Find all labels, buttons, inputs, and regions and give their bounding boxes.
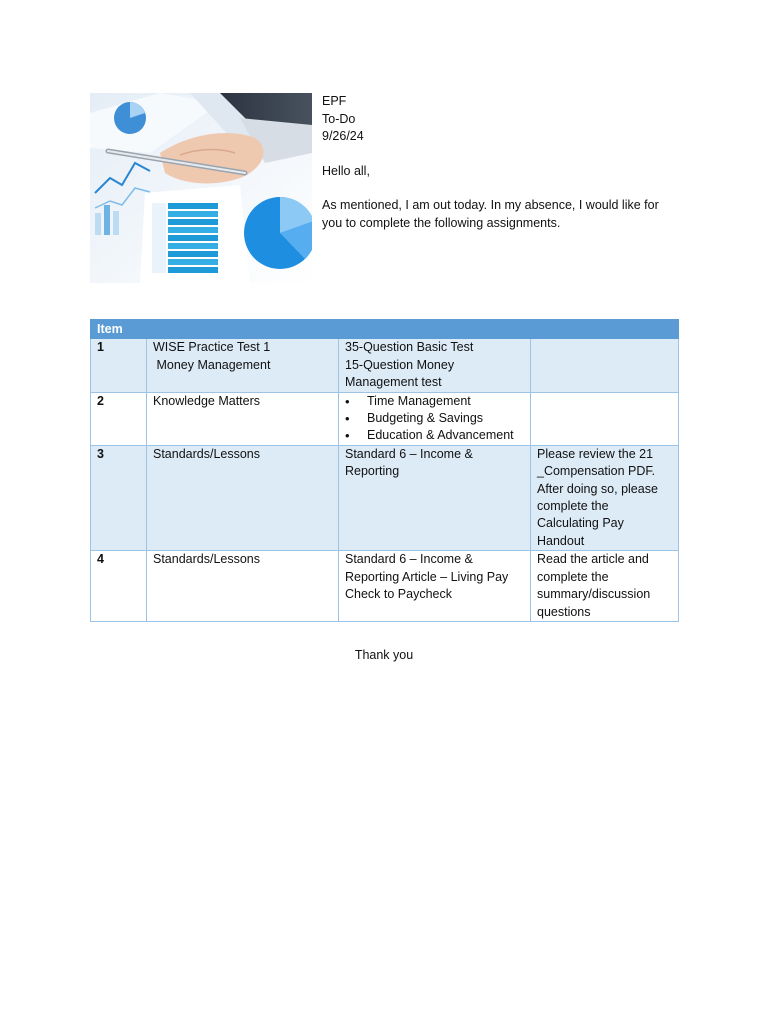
business-finance-photo-graphic — [90, 93, 312, 283]
row-number: 3 — [91, 445, 147, 550]
task-cell: Standards/Lessons — [147, 551, 339, 622]
task-cell: WISE Practice Test 1 Money Management — [147, 339, 339, 392]
intro-line-1: As mentioned, I am out today. In my absence, I would like for — [322, 198, 659, 212]
table-header-item: Item — [91, 320, 679, 339]
table-row — [91, 392, 679, 445]
detail-cell: 35-Question Basic Test 15-Question Money Management test — [339, 339, 531, 392]
bullet-icon: • — [345, 411, 350, 427]
table-row — [91, 339, 679, 392]
table-row — [91, 551, 679, 622]
row-number: 4 — [91, 551, 147, 622]
bullet-icon: • — [345, 428, 350, 444]
document-type: To-Do — [322, 111, 356, 126]
bullet-item: • Education & Advancement — [345, 428, 514, 444]
closing-text: Thank you — [354, 648, 414, 662]
memo-date: 9/26/24 — [322, 129, 364, 143]
row-number: 2 — [91, 392, 147, 445]
row-number: 1 — [91, 339, 147, 392]
task-cell: Knowledge Matters — [147, 392, 339, 445]
bullet-list — [345, 393, 524, 445]
bullet-icon: • — [345, 393, 350, 409]
memo-header — [322, 93, 672, 232]
intro-line-2: you to complete the following assignments. — [322, 215, 561, 230]
table-row — [91, 445, 679, 550]
task-cell: Standards/Lessons — [147, 445, 339, 550]
assignment-table — [90, 319, 679, 622]
notes-cell: Read the article and complete the summary/discussion questions — [531, 551, 679, 622]
notes-cell — [531, 339, 679, 392]
table-header-row — [91, 320, 679, 339]
org-name: EPF — [322, 94, 347, 108]
bullet-item: • Time Management — [345, 393, 471, 409]
bullet-item: • Budgeting & Savings — [345, 411, 484, 427]
notes-cell — [531, 392, 679, 445]
greeting: Hello all, — [322, 163, 370, 178]
detail-cell: Standard 6 – Income & Reporting Article – Living Pay Check to Paycheck — [339, 551, 531, 622]
detail-cell: Standard 6 – Income & Reporting — [339, 445, 531, 550]
notes-cell: Please review the 21 _Compensation PDF. After doing so, please complete the Calculating Pay Handout — [531, 445, 679, 550]
finance-photo — [90, 93, 312, 283]
detail-cell — [339, 392, 531, 445]
